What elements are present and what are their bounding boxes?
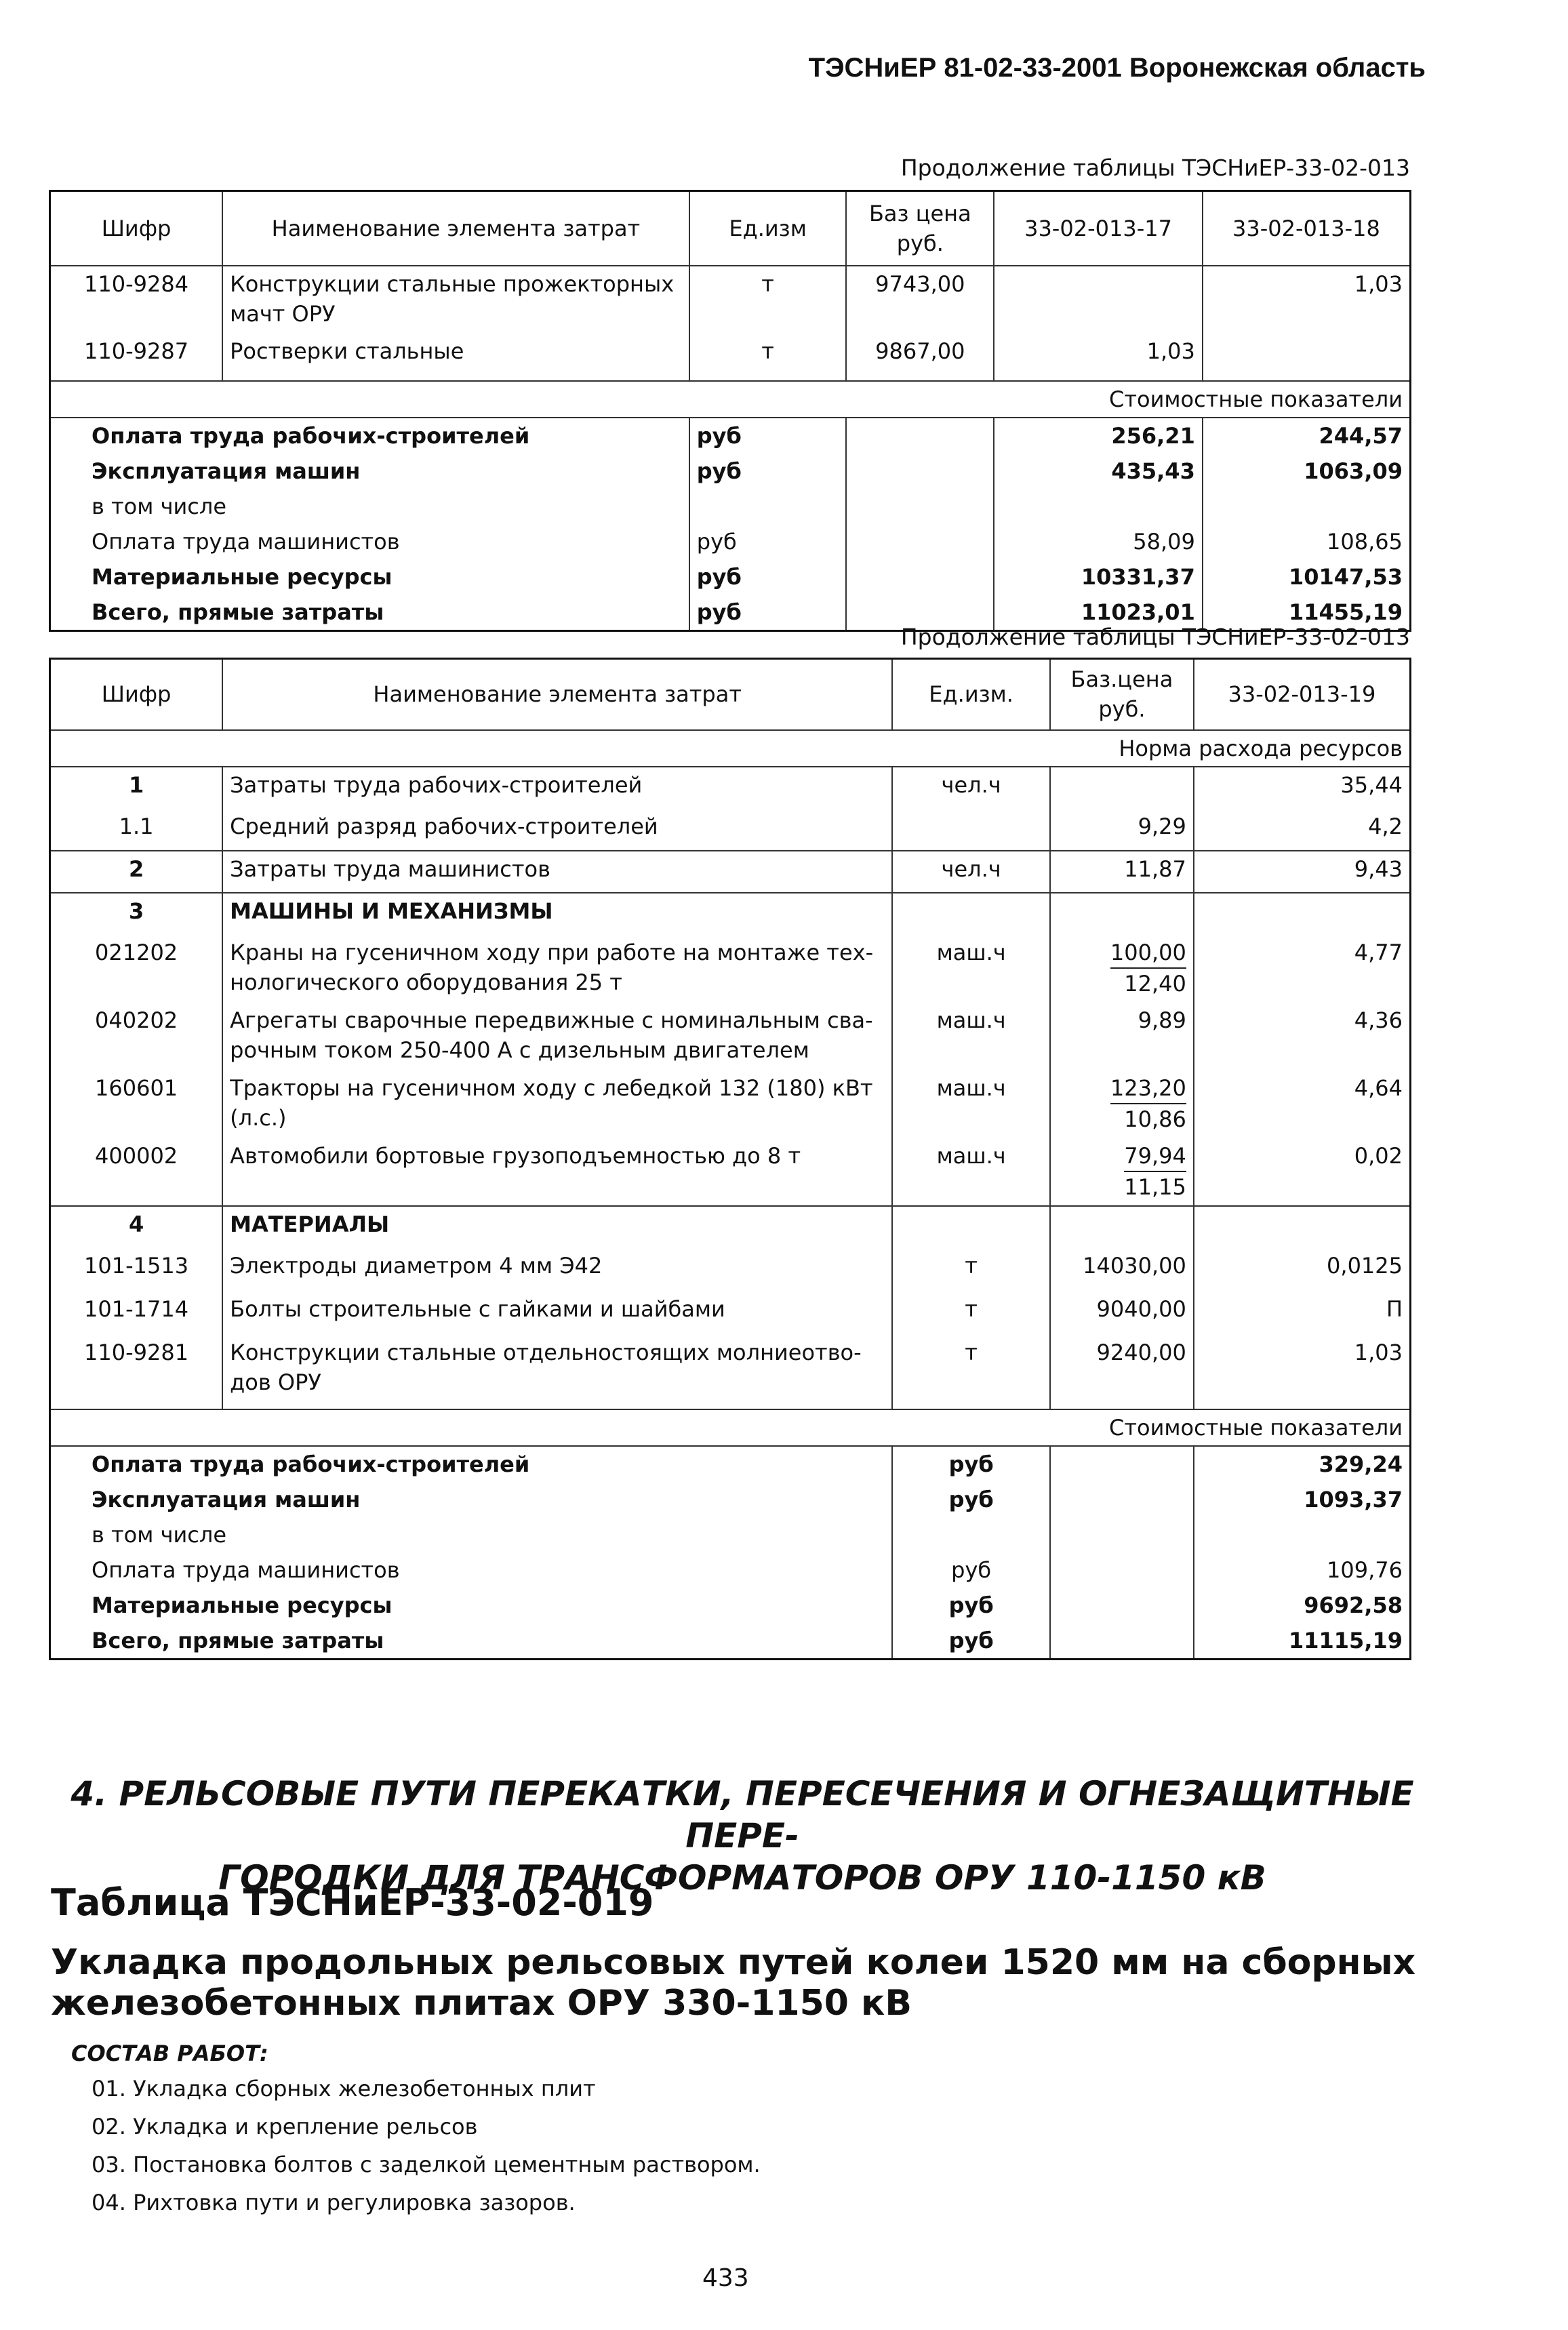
cost-row	[50, 1446, 1411, 1482]
cost-value-17: 256,21	[994, 418, 1203, 454]
section-row	[50, 893, 1411, 935]
row-unit: т	[689, 334, 847, 381]
cost-name: в том числе	[92, 1521, 226, 1548]
cost-empty	[1050, 1517, 1194, 1552]
cost-label-row	[50, 381, 1411, 418]
row-name: Болты строительные с гайками и шайбами	[222, 1291, 892, 1335]
row-unit: т	[892, 1248, 1050, 1291]
cost-value-17: 10331,37	[994, 559, 1203, 595]
cost-value: 11115,19	[1194, 1623, 1411, 1660]
table-row	[50, 1291, 1411, 1335]
cost-empty	[1050, 1623, 1194, 1660]
cost-unit: руб	[892, 1588, 1050, 1623]
table1-header-row	[50, 191, 1411, 266]
row-code: 1.1	[50, 809, 223, 851]
table-row	[50, 1248, 1411, 1291]
row-code: 110-9284	[84, 270, 189, 297]
cost-empty	[1050, 1482, 1194, 1517]
works-heading: СОСТАВ РАБОТ:	[71, 2041, 268, 2066]
row-value-17	[994, 266, 1203, 334]
col-unit-header: Ед.изм.	[892, 659, 1050, 730]
table2-caption: Продолжение таблицы ТЭСНиЕР-33-02-013	[900, 624, 1410, 650]
row-value-17: 1,03	[994, 334, 1203, 381]
cost-name: Эксплуатация машин	[92, 1486, 361, 1512]
cost-value-17: 11023,01	[994, 595, 1203, 631]
cost-value-17: 435,43	[994, 454, 1203, 489]
cost-value-17	[994, 489, 1203, 524]
cost-value: 1093,37	[1194, 1482, 1411, 1517]
row-unit: чел.ч	[892, 851, 1050, 893]
cost-name: Оплата труда рабочих-строителей	[92, 422, 530, 449]
row-unit	[892, 809, 1050, 851]
cost-unit: руб	[689, 524, 847, 559]
section-row	[50, 1206, 1411, 1248]
row-code: 101-1513	[84, 1252, 189, 1279]
cost-row	[50, 1482, 1411, 1517]
page-number: 433	[702, 2264, 749, 2292]
price-denominator: 12,40	[1124, 970, 1186, 997]
row-code: 2	[50, 851, 223, 893]
table1	[49, 190, 1411, 632]
table-row	[50, 935, 1411, 1003]
empty-cell	[892, 893, 1050, 935]
cost-name: Материальные ресурсы	[92, 1592, 393, 1618]
cost-name: Оплата труда машинистов	[92, 528, 400, 555]
row-value: 4,64	[1194, 1070, 1411, 1138]
row-name: Агрегаты сварочные передвижные с номинальным сва-рочным током 250-400 А с дизельным двигателем	[222, 1003, 892, 1070]
col-unit-header: Ед.изм	[689, 191, 847, 266]
row-price: 11,87	[1050, 851, 1194, 893]
work-item: 02. Укладка и крепление рельсов	[92, 2114, 478, 2140]
cost-value: 329,24	[1194, 1446, 1411, 1482]
row-name: Конструкции стальные прожекторных мачт ОРУ	[222, 266, 689, 334]
cost-value-17: 58,09	[994, 524, 1203, 559]
row-value-18	[1203, 334, 1411, 381]
row-value: 0,0125	[1194, 1248, 1411, 1291]
row-value: 9,43	[1194, 851, 1411, 893]
cost-value-18: 10147,53	[1203, 559, 1411, 595]
table-row	[50, 1335, 1411, 1409]
row-code: 1	[128, 771, 144, 798]
cost-value: 9692,58	[1194, 1588, 1411, 1623]
price-fraction	[1110, 938, 1186, 999]
row-name: Средний разряд рабочих-строителей	[222, 809, 892, 851]
page-header: ТЭСНиЕР 81-02-33-2001 Воронежская область	[808, 53, 1426, 83]
price-numerator: 123,20	[1110, 1073, 1186, 1104]
row-name: Ростверки стальные	[222, 334, 689, 381]
price-fraction	[1110, 1073, 1186, 1134]
row-name: Затраты труда машинистов	[222, 851, 892, 893]
cost-name: в том числе	[92, 493, 226, 519]
cost-unit: руб	[689, 559, 847, 595]
empty-cell	[1194, 893, 1411, 935]
work-item: 03. Постановка болтов с заделкой цементным раствором.	[92, 2152, 761, 2177]
work-item: 04. Рихтовка пути и регулировка зазоров.	[92, 2190, 576, 2215]
col-name-header: Наименование элемента затрат	[222, 191, 689, 266]
section-title	[64, 1773, 1420, 1899]
empty-cell	[892, 1206, 1050, 1248]
cost-row	[50, 418, 1411, 454]
col-18-header: 33-02-013-18	[1203, 191, 1411, 266]
table-row	[50, 809, 1411, 851]
cost-row	[50, 524, 1411, 559]
table-row	[50, 334, 1411, 381]
row-code: 4	[128, 1211, 144, 1237]
price-denominator: 11,15	[1124, 1173, 1186, 1200]
cost-unit	[892, 1517, 1050, 1552]
cost-value	[1194, 1517, 1411, 1552]
price-fraction	[1124, 1141, 1186, 1202]
row-unit: т	[892, 1291, 1050, 1335]
row-value: 4,77	[1194, 935, 1411, 1003]
cost-empty	[1050, 1588, 1194, 1623]
col-19-header: 33-02-013-19	[1194, 659, 1411, 730]
cost-value-18: 11455,19	[1203, 595, 1411, 631]
table-row	[50, 1003, 1411, 1070]
cost-value-18: 244,57	[1203, 418, 1411, 454]
table1-caption: Продолжение таблицы ТЭСНиЕР-33-02-013	[900, 155, 1410, 181]
row-price: 9040,00	[1050, 1291, 1194, 1335]
table-row	[50, 767, 1411, 809]
table-subtitle: Укладка продольных рельсовых путей колеи 1520 мм на сборных железобетонных плитах ОРУ 330-1150 кВ	[51, 1942, 1416, 2024]
cost-row	[50, 559, 1411, 595]
row-code: 110-9287	[50, 334, 223, 381]
cost-name: Материальные ресурсы	[92, 563, 393, 590]
cost-unit: руб	[892, 1482, 1050, 1517]
col-17-header: 33-02-013-17	[994, 191, 1203, 266]
row-value: 1,03	[1194, 1335, 1411, 1409]
cost-name: Всего, прямые затраты	[92, 599, 384, 625]
cost-name: Эксплуатация машин	[92, 458, 361, 484]
empty-cell	[1050, 1206, 1194, 1248]
price-numerator: 79,94	[1124, 1141, 1186, 1172]
cost-unit	[689, 489, 847, 524]
row-code: 3	[128, 898, 144, 924]
row-unit: маш.ч	[892, 1003, 1050, 1070]
row-name: Тракторы на гусеничном ходу с лебедкой 132 (180) кВт (л.с.)	[222, 1070, 892, 1138]
section-title-line2: ГОРОДКИ ДЛЯ ТРАНСФОРМАТОРОВ ОРУ 110-1150 кВ	[218, 1858, 1266, 1897]
cost-empty	[846, 489, 994, 524]
row-unit: маш.ч	[892, 935, 1050, 1003]
cost-empty	[1050, 1552, 1194, 1588]
row-value: 0,02	[1194, 1138, 1411, 1206]
table2-header-row	[50, 659, 1411, 730]
cost-unit: руб	[689, 418, 847, 454]
cost-row	[50, 1552, 1411, 1588]
row-name: Электроды диаметром 4 мм Э42	[222, 1248, 892, 1291]
col-name-header: Наименование элемента затрат	[222, 659, 892, 730]
cost-unit: руб	[689, 454, 847, 489]
row-price: 9240,00	[1050, 1335, 1194, 1409]
cost-value-18: 1063,09	[1203, 454, 1411, 489]
col-price-header: Баз цена руб.	[846, 191, 994, 266]
cost-row	[50, 1623, 1411, 1660]
price-denominator: 10,86	[1124, 1106, 1186, 1132]
row-value: 4,2	[1194, 809, 1411, 851]
row-unit: маш.ч	[892, 1070, 1050, 1138]
cost-unit: руб	[689, 595, 847, 631]
cost-label-row	[50, 1409, 1411, 1446]
row-name: Краны на гусеничном ходу при работе на монтаже тех-нологического оборудования 25 т	[222, 935, 892, 1003]
table-row	[50, 851, 1411, 893]
row-value: 35,44	[1194, 767, 1411, 809]
row-name: Затраты труда рабочих-строителей	[222, 767, 892, 809]
cost-empty	[1050, 1446, 1194, 1482]
cost-empty	[846, 559, 994, 595]
cost-empty	[846, 524, 994, 559]
row-price	[1050, 1070, 1194, 1138]
cost-name: Оплата труда рабочих-строителей	[92, 1451, 530, 1477]
row-name: Автомобили бортовые грузоподъемностью до 8 т	[222, 1138, 892, 1206]
col-code-header: Шифр	[50, 659, 223, 730]
cost-row	[50, 1517, 1411, 1552]
cost-empty	[846, 454, 994, 489]
row-value-18: 1,03	[1203, 266, 1411, 334]
cost-name: Оплата труда машинистов	[92, 1556, 400, 1583]
cost-value-18: 108,65	[1203, 524, 1411, 559]
norm-label-row	[50, 730, 1411, 767]
row-value: 4,36	[1194, 1003, 1411, 1070]
row-unit: т	[892, 1335, 1050, 1409]
row-price: 14030,00	[1050, 1248, 1194, 1291]
row-code: 101-1714	[84, 1295, 189, 1322]
row-code: 040202	[95, 1007, 178, 1033]
empty-cell	[1050, 893, 1194, 935]
row-name: Конструкции стальные отдельностоящих молниеотво-дов ОРУ	[222, 1335, 892, 1409]
row-unit: чел.ч	[892, 767, 1050, 809]
empty-cell	[1194, 1206, 1411, 1248]
row-code: 110-9281	[50, 1335, 223, 1409]
work-item: 01. Укладка сборных железобетонных плит	[92, 2076, 596, 2102]
row-price	[1050, 1138, 1194, 1206]
cost-name: Всего, прямые затраты	[92, 1627, 384, 1653]
cost-label: Стоимостные показатели	[50, 381, 1411, 418]
cost-unit: руб	[892, 1446, 1050, 1482]
cost-value: 109,76	[1194, 1552, 1411, 1588]
cost-empty	[846, 418, 994, 454]
row-price: 9867,00	[846, 334, 994, 381]
row-unit: маш.ч	[892, 1138, 1050, 1206]
table-row	[50, 1070, 1411, 1138]
table2	[49, 658, 1411, 1660]
row-price: 9,29	[1050, 809, 1194, 851]
row-code: 400002	[50, 1138, 223, 1206]
col-code-header: Шифр	[50, 191, 223, 266]
row-code: 021202	[95, 939, 178, 965]
cost-label: Стоимостные показатели	[50, 1409, 1411, 1446]
cost-row	[50, 1588, 1411, 1623]
section-name: МАШИНЫ И МЕХАНИЗМЫ	[222, 893, 892, 935]
cost-unit: руб	[892, 1623, 1050, 1660]
table-row	[50, 1138, 1411, 1206]
norm-label: Норма расхода ресурсов	[50, 730, 1411, 767]
row-value: П	[1194, 1291, 1411, 1335]
cost-value-18	[1203, 489, 1411, 524]
cost-unit: руб	[892, 1552, 1050, 1588]
col-price-header: Баз.цена руб.	[1050, 659, 1194, 730]
table-row	[50, 266, 1411, 334]
row-price	[1050, 767, 1194, 809]
row-price: 9,89	[1050, 1003, 1194, 1070]
section-title-line1: 4. РЕЛЬСОВЫЕ ПУТИ ПЕРЕКАТКИ, ПЕРЕСЕЧЕНИЯ И ОГНЕЗАЩИТНЫЕ ПЕРЕ-	[71, 1774, 1414, 1855]
row-unit: т	[689, 266, 847, 334]
table-title: Таблица ТЭСНиЕР-33-02-019	[51, 1881, 654, 1924]
cost-row	[50, 454, 1411, 489]
price-numerator: 100,00	[1110, 938, 1186, 969]
section-name: МАТЕРИАЛЫ	[222, 1206, 892, 1248]
row-price: 9743,00	[846, 266, 994, 334]
row-code: 160601	[95, 1074, 178, 1101]
cost-row	[50, 489, 1411, 524]
row-price	[1050, 935, 1194, 1003]
